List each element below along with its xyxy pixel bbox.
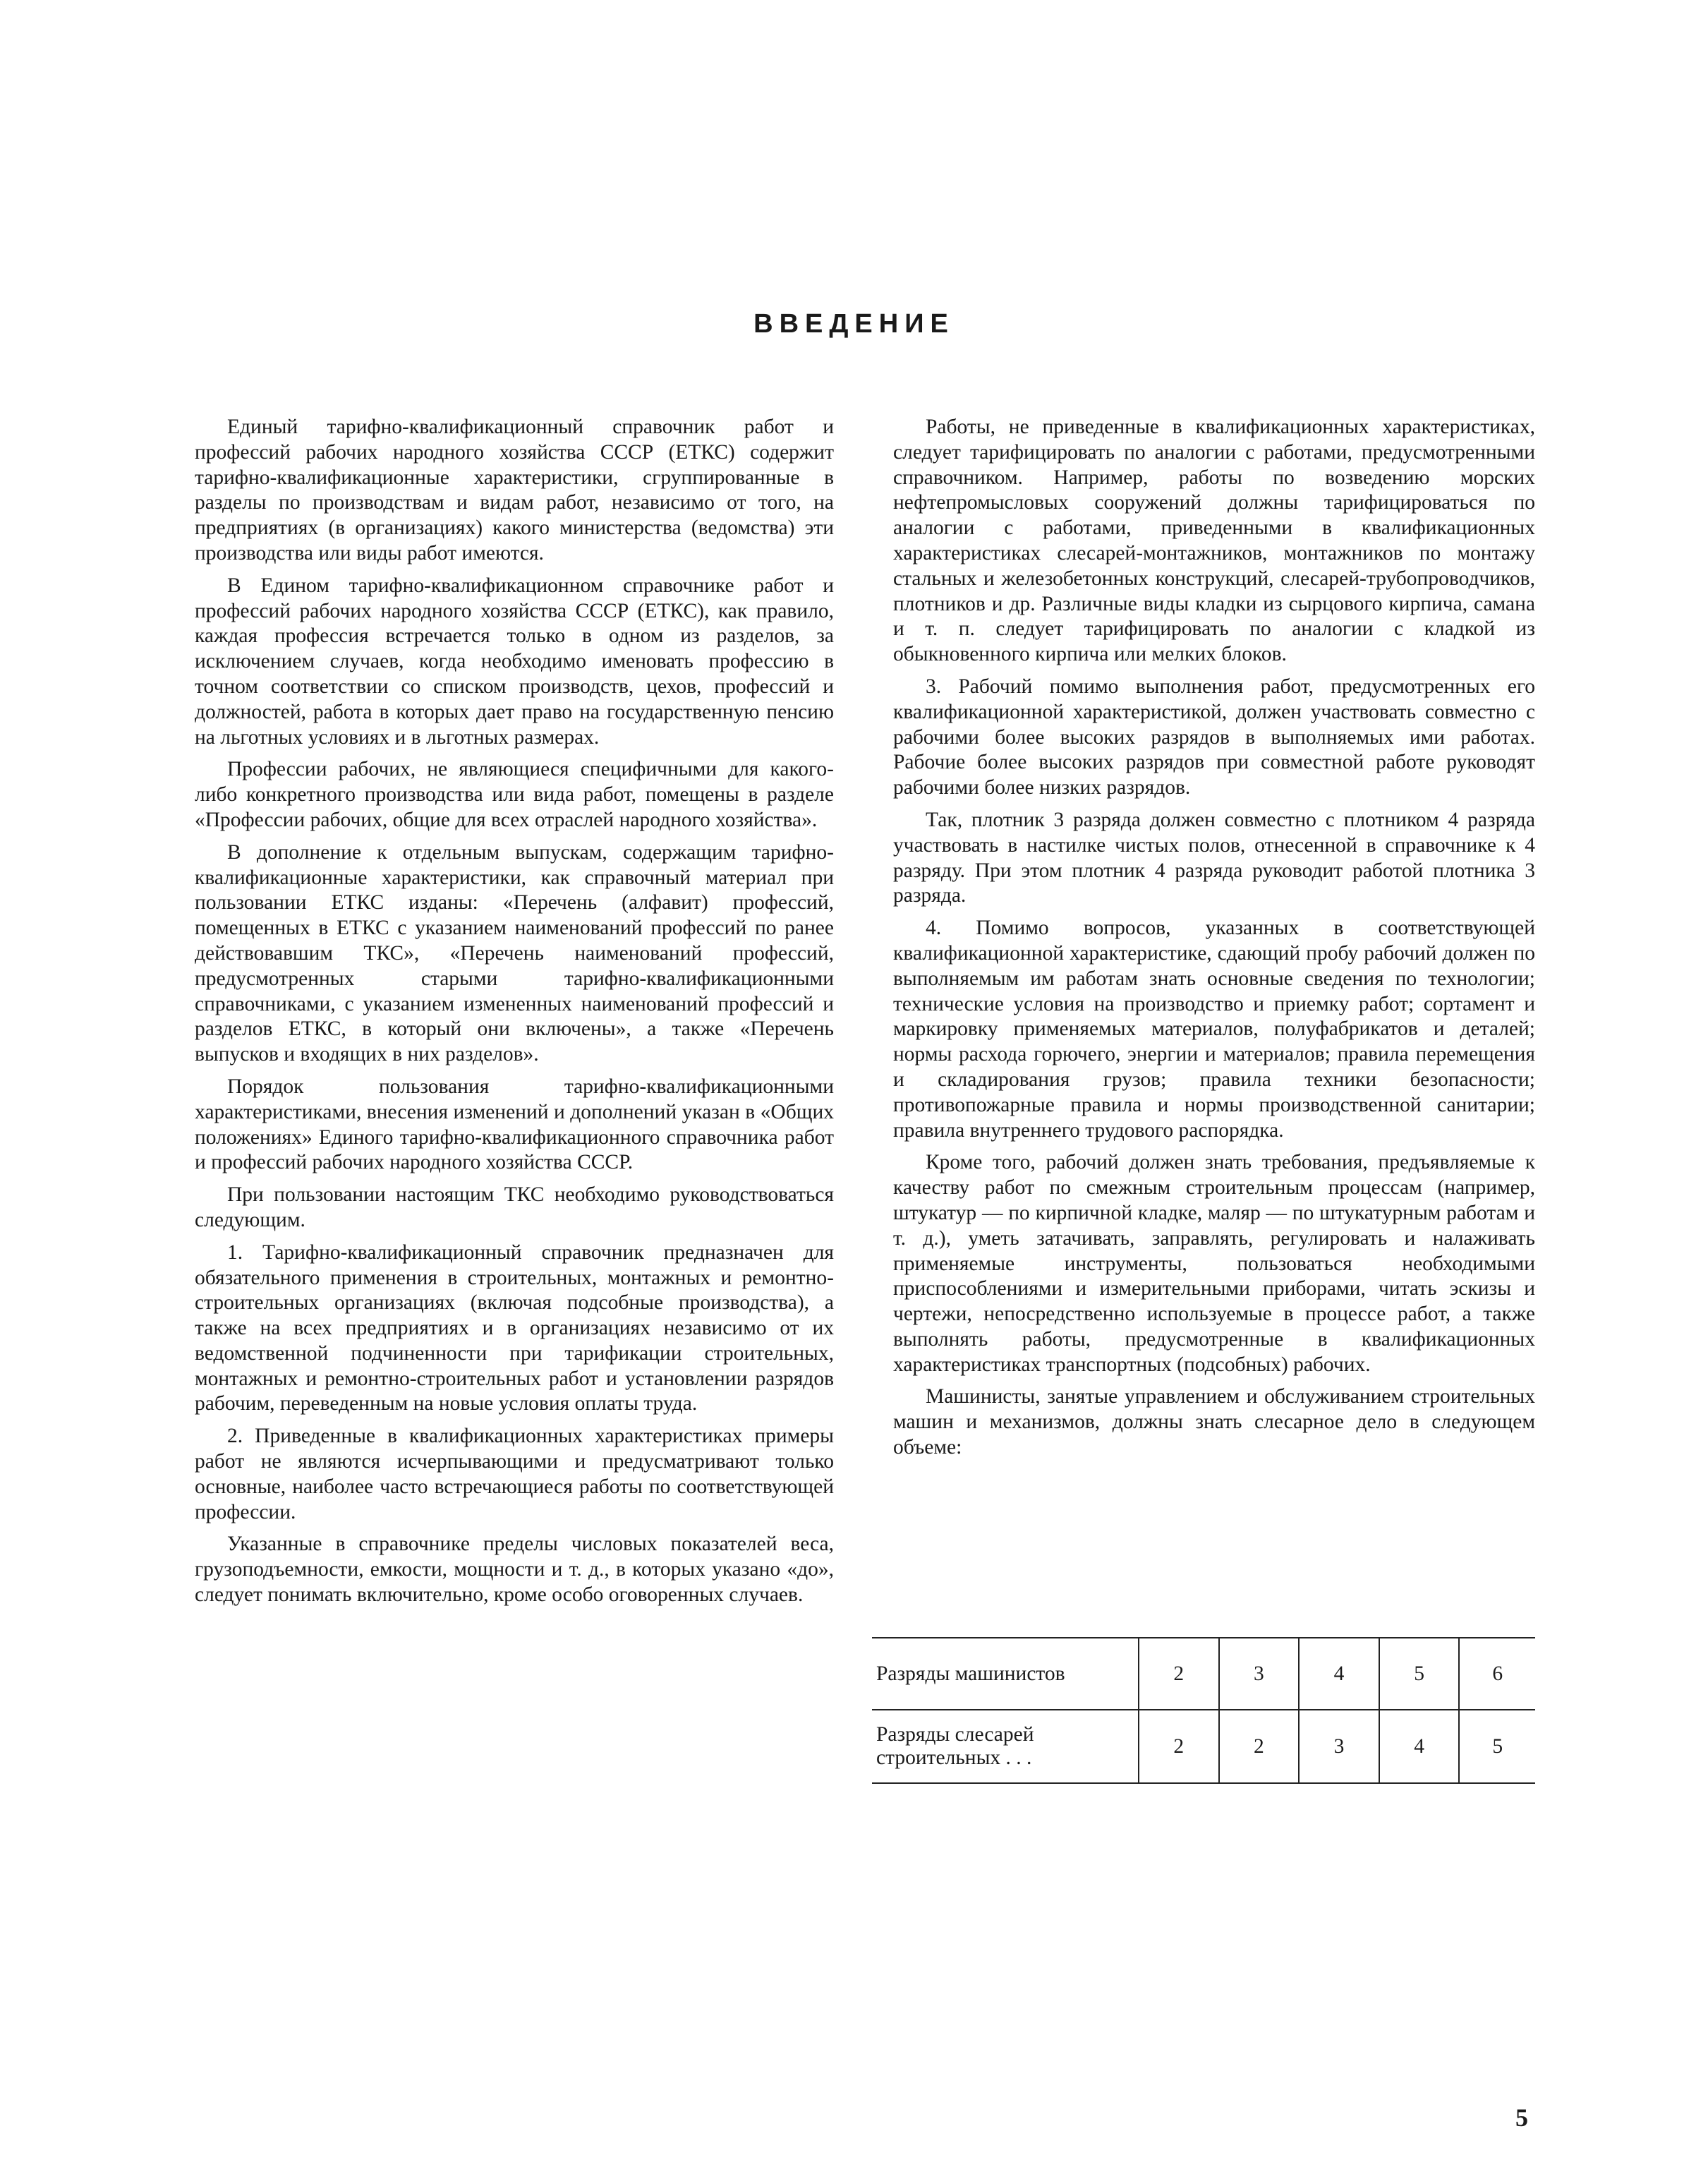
table-row [872,1710,1535,1783]
table-cell: 2 [1139,1638,1219,1710]
table-row [872,1638,1535,1710]
paragraph: 3. Рабочий помимо выполнения работ, предусмотренных его квалификационной характеристикой, должен участвовать совместно с рабочими более высоких разрядов в выполняемых ими работах. Рабочие более высоких разрядов при совместной работе руководят рабочими более низких разрядов. [893,675,1535,799]
paragraph: 2. Приведенные в квалификационных характеристиках примеры работ не являются исчерпывающими и предусматривают только основные, наиболее часто встречающиеся работы по соответствующей профессии. [195,1425,834,1523]
row-label: Разряды машинистов [872,1638,1139,1710]
table-cell: 4 [1379,1710,1460,1783]
row-label: Разряды слесарей строительных . . . [872,1710,1139,1783]
paragraph: При пользовании настоящим ТКС необходимо руководствоваться следующим. [195,1183,834,1231]
right-column [893,415,1535,1468]
paragraph: В Едином тарифно-квалификационном справочнике работ и профессий рабочих народного хозяйства СССР (ЕТКС), как правило, каждая профессия встречается только в одном из разделов, за исключением случаев, когда необходимо именовать профессию в точном соответствии со списком производств, цехов, профессий и должностей, работа в которых дает право на государственную пенсию на льготных условиях и в льготных размерах. [195,574,834,749]
table-cell: 5 [1459,1710,1535,1783]
paragraph: Единый тарифно-квалификационный справочник работ и профессий рабочих народного хозяйства СССР (ЕТКС) содержит тарифно-квалификационные характеристики, сгруппированные в разделы по производствам и видам работ, независимо от того, на предприятиях (в организациях) какого министерства (ведомства) эти производства или виды работ имеются. [195,416,834,565]
paragraph: Профессии рабочих, не являющиеся специфичными для какого-либо конкретного производства или вида работ, помещены в разделе «Профессии рабочих, общие для всех отраслей народного хозяйства». [195,758,834,831]
paragraph: 4. Помимо вопросов, указанных в соответствующей квалификационной характеристике, сдающий пробу рабочий должен по выполняемым им работам знать основные сведения по технологии; технические условия на производство и приемку работ; сортамент и маркировку применяемых материалов, полуфабрикатов и деталей; нормы расхода горючего, энергии и материалов; правила перемещения и складирования грузов; правила техники безопасности; противопожарные правила и нормы производственной санитарии; правила внутреннего трудового распорядка. [893,917,1535,1142]
table-cell: 4 [1299,1638,1379,1710]
left-column [195,415,834,1615]
table-cell: 3 [1219,1638,1300,1710]
table-cell: 6 [1459,1638,1535,1710]
paragraph: Указанные в справочнике пределы числовых показателей веса, грузоподъемности, емкости, мощности и т. д., в которых указано «до», следует понимать включительно, кроме особо оговоренных случаев. [195,1533,834,1607]
paragraph: Так, плотник 3 разряда должен совместно с плотником 4 разряда участвовать в настилке чистых полов, отнесенной в справочнике к 4 разряду. При этом плотник 4 разряда руководит работой плотника 3 разряда. [893,808,1535,907]
table-cell: 5 [1379,1638,1460,1710]
grades-table [872,1637,1535,1784]
paragraph: Кроме того, рабочий должен знать требования, предъявляемые к качеству работ по смежным строительным процессам (например, штукатур — по кирпичной кладке, маляр — по штукатурным работам и т. д.), уметь затачивать, заправлять, регулировать и налаживать применяемые инструменты, пользоваться необходимыми приспособлениями и измерительными приборами, читать эскизы и чертежи, непосредственно используемые в процессе работ, а также выполнять работы, предусмотренные в квалификационных характеристиках транспортных (подсобных) рабочих. [893,1151,1535,1376]
paragraph: Машинисты, занятые управлением и обслуживанием строительных машин и механизмов, должны знать слесарное дело в следующем объеме: [893,1385,1535,1459]
table-cell: 2 [1139,1710,1219,1783]
paragraph: 1. Тарифно-квалификационный справочник предназначен для обязательного применения в строительных, монтажных и ремонтно-строительных организациях (включая подсобные производства), а также на всех предприятиях и в организациях независимо от их ведомственной подчиненности при тарификации строительных, монтажных и ремонтно-строительных работ и установлении разрядов рабочим, переведенным на новые условия оплаты труда. [195,1241,834,1416]
paragraph: Порядок пользования тарифно-квалификационными характеристиками, внесения изменений и дополнений указан в «Общих положениях» Единого тарифно-квалификационного справочника работ и профессий рабочих народного хозяйства СССР. [195,1075,834,1174]
paragraph: В дополнение к отдельным выпускам, содержащим тарифно-квалификационные характеристики, как справочный материал при пользовании ЕТКС изданы: «Перечень (алфавит) профессий, помещенных в ЕТКС с указанием наименований профессий по ранее действовавшим ТКС», «Перечень наименований профессий, предусмотренных старыми тарифно-квалификационными справочниками, с указанием измененных наименований профессий и разделов ЕТКС, в который они включены», а также «Перечень выпусков и входящих в них разделов». [195,840,834,1066]
page-title: ВВЕДЕНИЕ [753,309,955,339]
table-cell: 3 [1299,1710,1379,1783]
paragraph: Работы, не приведенные в квалификационных характеристиках, следует тарифицировать по аналогии с работами, предусмотренными справочником. Например, работы по возведению морских нефтепромысловых сооружений должны тарифицироваться по аналогии с работами, приведенными в квалификационных характеристиках слесарей-монтажников, монтажников по монтажу стальных и железобетонных конструкций, слесарей-трубопроводчиков, плотников и др. Различные виды кладки из сырцового кирпича, самана и т. п. следует тарифицировать по аналогии с кладкой из обыкновенного кирпича или мелких блоков. [893,416,1535,666]
page-number: 5 [1515,2103,1528,2132]
table-cell: 2 [1219,1710,1300,1783]
